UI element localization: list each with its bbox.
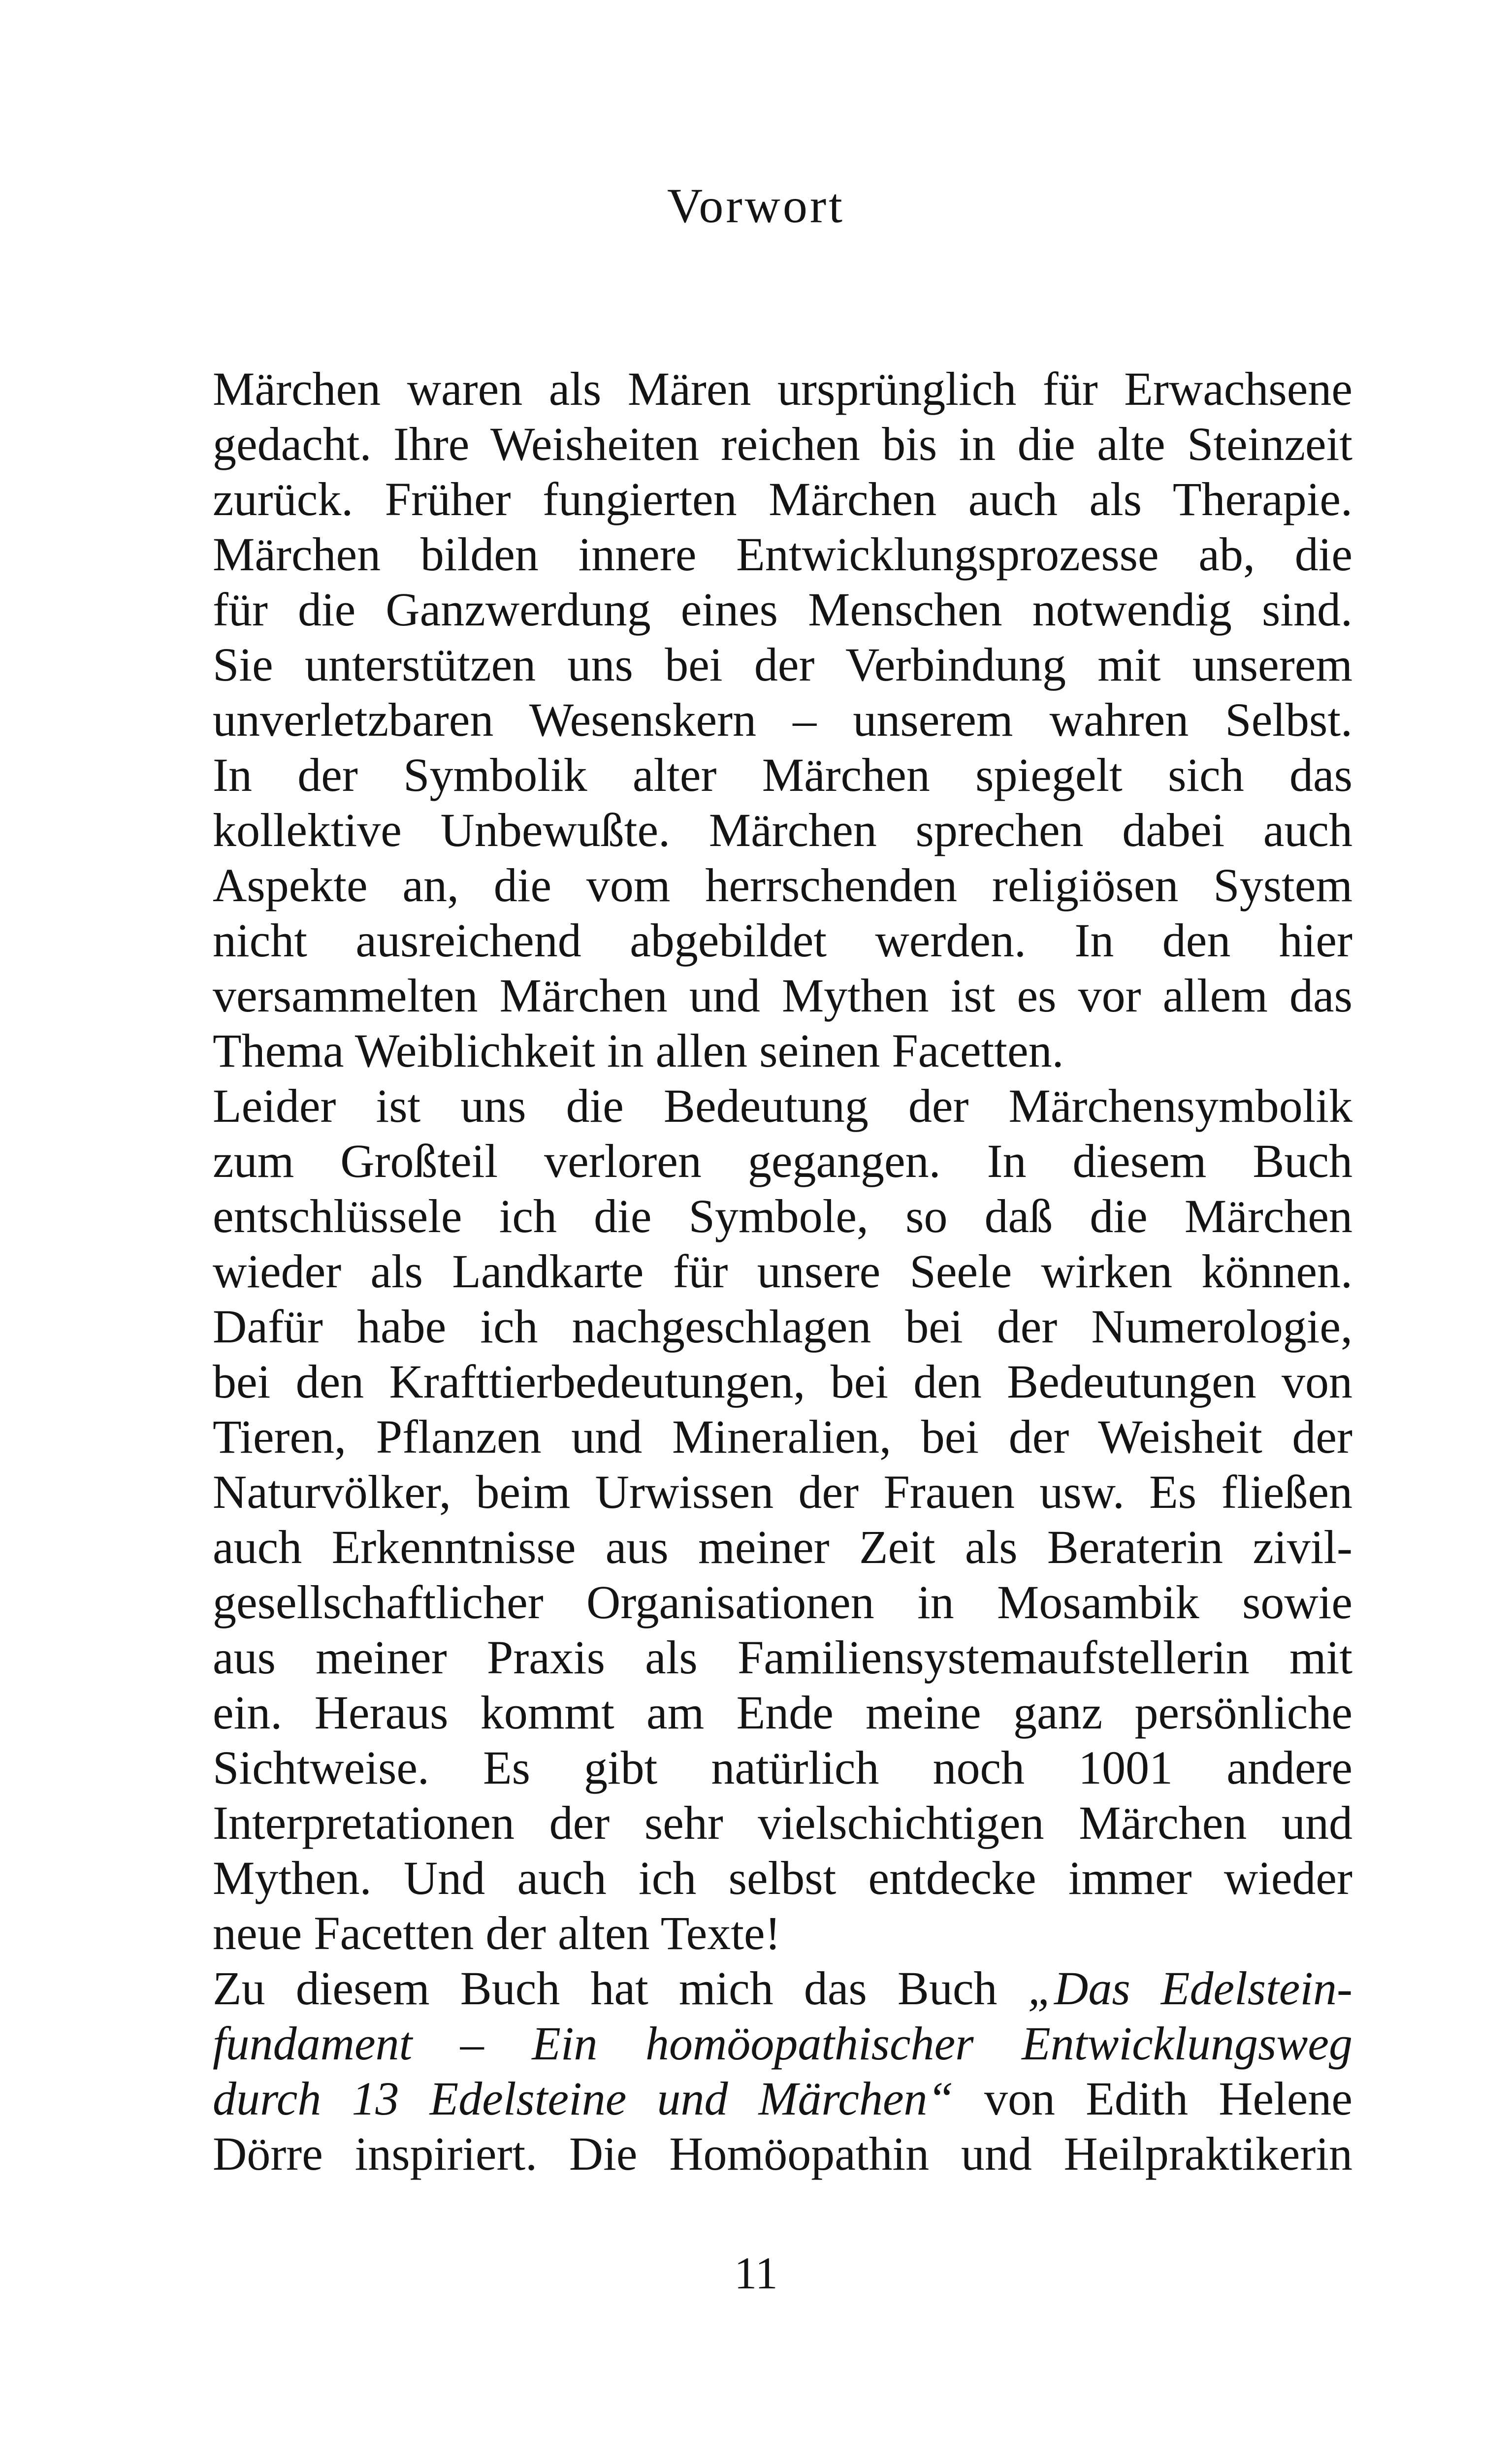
text-line xyxy=(213,2126,1352,2182)
text-line xyxy=(213,2016,1352,2071)
text-line: ein. Heraus kommt am Ende meine ganz persönliche xyxy=(213,1686,1352,1739)
text-line: für die Ganzwerdung eines Menschen notwendig sind. xyxy=(213,583,1352,636)
text-line: gesellschaftlicher Organisationen in Mosambik sowie xyxy=(213,1576,1352,1629)
text-line: Aspekte an, die vom herrschenden religiösen System xyxy=(213,859,1352,912)
text-line xyxy=(213,1961,1352,2016)
text-line: aus meiner Praxis als Familiensystemaufstellerin mit xyxy=(213,1631,1352,1684)
body-text xyxy=(213,361,1352,2182)
text-line: Leider ist uns die Bedeutung der Märchensymbolik xyxy=(213,1079,1352,1132)
book-title-italic: durch 13 Edelsteine und Märchen“ xyxy=(213,2072,954,2125)
text-line: Märchen waren als Mären ursprünglich für Erwachsene xyxy=(213,362,1352,415)
text-line: neue Facetten der alten Texte! xyxy=(213,1907,781,1959)
text-line: Naturvölker, beim Urwissen der Frauen usw. Es fließen xyxy=(213,1466,1352,1518)
text-line: wieder als Landkarte für unsere Seele wirken können. xyxy=(213,1245,1352,1298)
book-title-italic: fundament – Ein homöopathischer Entwicklungsweg xyxy=(213,2017,1352,2070)
text-line: Tieren, Pflanzen und Mineralien, bei der Weisheit der xyxy=(213,1410,1352,1463)
text-line: Sie unterstützen uns bei der Verbindung mit unserem xyxy=(213,638,1352,691)
text-line: Mythen. Und auch ich selbst entdecke immer wieder xyxy=(213,1852,1352,1904)
page-title: Vorwort xyxy=(667,178,845,233)
text-line: nicht ausreichend abgebildet werden. In den hier xyxy=(213,914,1352,967)
text-line: zurück. Früher fungierten Märchen auch als Therapie. xyxy=(213,473,1352,525)
text-segment: von Edith Helene xyxy=(984,2072,1353,2125)
book-title-italic: „Das Edelstein- xyxy=(1028,1962,1353,2015)
text-segment: Dörre inspiriert. Die Homöopathin und Heilpraktikerin xyxy=(213,2127,1352,2180)
text-line: unverletzbaren Wesenskern – unserem wahren Selbst. xyxy=(213,693,1352,746)
text-line: entschlüssele ich die Symbole, so daß die Märchen xyxy=(213,1190,1352,1242)
page-number: 11 xyxy=(734,2248,778,2298)
text-line: In der Symbolik alter Märchen spiegelt sich das xyxy=(213,749,1352,801)
text-line: Thema Weiblichkeit in allen seinen Facetten. xyxy=(213,1024,1064,1077)
text-line: Sichtweise. Es gibt natürlich noch 1001 andere xyxy=(213,1741,1352,1794)
text-line xyxy=(213,2071,1352,2126)
text-line: versammelten Märchen und Mythen ist es vor allem das xyxy=(213,969,1352,1022)
text-line: Märchen bilden innere Entwicklungsprozesse ab, die xyxy=(213,528,1352,581)
text-line: kollektive Unbewußte. Märchen sprechen dabei auch xyxy=(213,804,1352,856)
text-line: Interpretationen der sehr vielschichtigen Märchen und xyxy=(213,1796,1352,1849)
text-line: gedacht. Ihre Weisheiten reichen bis in die alte Steinzeit xyxy=(213,418,1352,470)
text-line: Dafür habe ich nachgeschlagen bei der Numerologie, xyxy=(213,1300,1352,1353)
text-segment: Zu diesem Buch hat mich das Buch xyxy=(213,1962,997,2015)
text-line: bei den Krafttierbedeutungen, bei den Bedeutungen von xyxy=(213,1355,1352,1408)
text-line: auch Erkenntnisse aus meiner Zeit als Beraterin zivil- xyxy=(213,1521,1352,1573)
text-line: zum Großteil verloren gegangen. In diesem Buch xyxy=(213,1135,1352,1187)
